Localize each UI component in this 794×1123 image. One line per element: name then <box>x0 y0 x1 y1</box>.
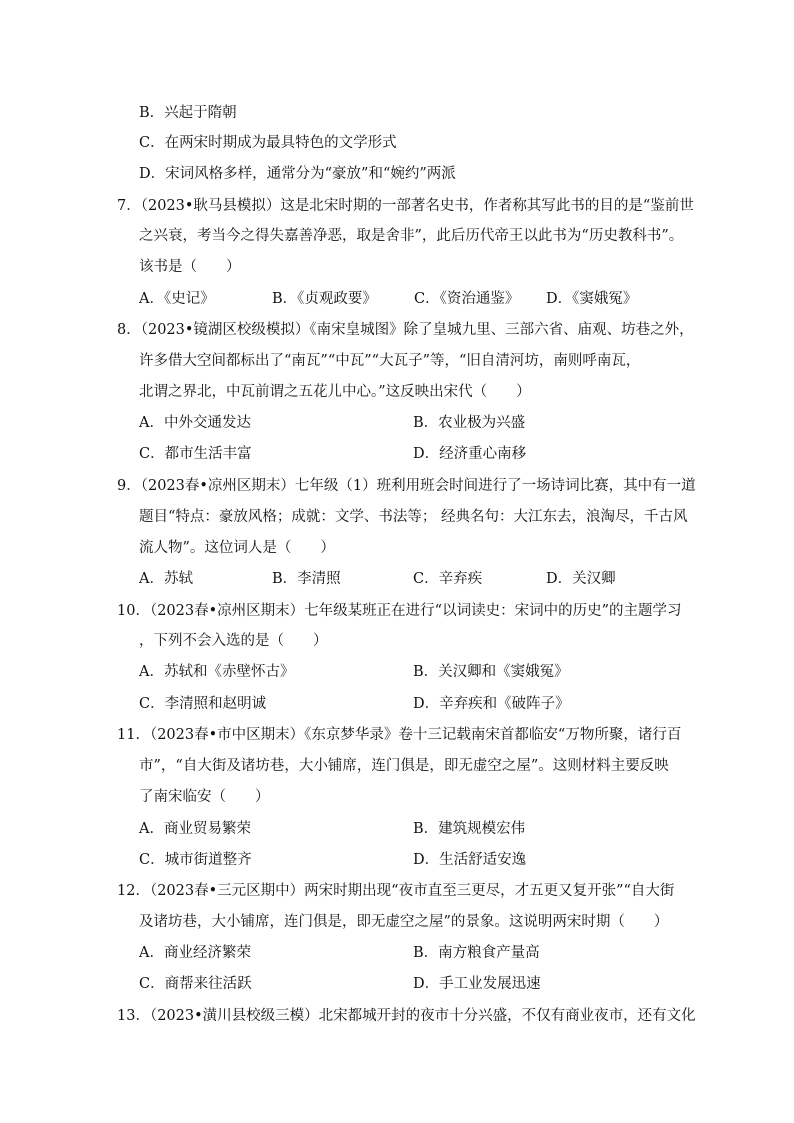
question-7-line-3: 该书是（ ） <box>139 259 241 275</box>
question-7-line-2: 之兴衰，考当今之得失嘉善净恶，取是舍非”，此后历代帝王以此书为“历史教科书”。 <box>139 228 684 244</box>
option-b: B．兴起于隋朝 <box>139 105 237 121</box>
option-b: B．建筑规模宏伟 <box>413 821 526 837</box>
question-9-line-3: 流人物”。这位词人是（ ） <box>139 540 335 556</box>
question-7-line-1: 7．（2023•耿马县模拟）这是北宋时期的一部著名史书，作者称其写此书的目的是“鉴前世 <box>117 198 694 214</box>
option-b: B．关汉卿和《窦娥冤》 <box>413 664 569 680</box>
option-a: A．苏轼 <box>139 571 193 587</box>
option-c: C．都市生活丰富 <box>139 446 252 462</box>
option-a: A．中外交通发达 <box>139 415 251 431</box>
option-d: D．宋词风格多样，通常分为“豪放”和“婉约”两派 <box>139 166 456 182</box>
option-d: D．辛弃疾和《破阵子》 <box>413 696 570 712</box>
option-b: B．李清照 <box>272 571 341 587</box>
question-11-line-1: 11．（2023春•市中区期末）《东京梦华录》卷十三记载南宋首都临安“万物所聚，诸行百 <box>117 727 682 743</box>
option-c: C．城市街道整齐 <box>139 852 252 868</box>
option-d: D．经济重心南移 <box>413 446 527 462</box>
option-d: D．关汉卿 <box>546 571 616 587</box>
option-d: D．手工业发展迅速 <box>413 976 541 992</box>
option-a: A．《史记》 <box>139 291 215 307</box>
question-10-line-2: ，下列不会入选的是（ ） <box>139 633 328 649</box>
option-a: A．苏轼和《赤壁怀古》 <box>139 664 295 680</box>
option-a: A．商业贸易繁荣 <box>139 821 251 837</box>
option-c: C．在两宋时期成为最具特色的文学形式 <box>139 135 397 151</box>
option-d: D．生活舒适安逸 <box>413 852 527 868</box>
option-c: C．《资治通鉴》 <box>414 291 520 307</box>
question-11-line-2: 市”，“自大街及诸坊巷，大小铺席，连门俱是，即无虚空之屋”。这则材料主要反映 <box>139 758 669 774</box>
question-8-line-3: 北谓之界北，中瓦前谓之五花儿中心。”这反映出宋代（ ） <box>139 384 531 400</box>
option-a: A．商业经济繁荣 <box>139 945 251 961</box>
question-9-line-1: 9．（2023春•凉州区期末）七年级（1）班利用班会时间进行了一场诗词比赛，其中有一道 <box>117 478 696 494</box>
question-8-line-2: 许多借大空间都标出了“南瓦”“中瓦”“大瓦子”等，“旧自清河坊，南则呼南瓦， <box>139 353 641 369</box>
question-10-line-1: 10．（2023春•凉州区期末）七年级某班正在进行“以词读史：宋词中的历史”的主题学习 <box>117 603 682 619</box>
option-b: B．《贞观政要》 <box>272 291 377 307</box>
question-12-line-2: 及诸坊巷，大小铺席，连门俱是，即无虚空之屋”的景象。这说明两宋时期（ ） <box>139 914 669 930</box>
question-11-line-3: 了南宋临安（ ） <box>139 789 270 805</box>
question-9-line-2: 题目“特点：豪放风格；成就：文学、书法等； 经典名句：大江东去，浪淘尽，千古风 <box>139 509 688 525</box>
option-c: C．辛弃疾 <box>413 571 483 587</box>
option-c: C．商帮来往活跃 <box>139 976 252 992</box>
question-12-line-1: 12．（2023春•三元区期中）两宋时期出现“夜市直至三更尽，才五更又复开张”“自大街 <box>117 883 675 899</box>
option-b: B．南方粮食产量高 <box>413 945 540 961</box>
option-d: D．《窦娥冤》 <box>546 291 638 307</box>
option-b: B．农业极为兴盛 <box>413 415 526 431</box>
question-13-line-1: 13．（2023•潢川县校级三模）北宋都城开封的夜市十分兴盛，不仅有商业夜市，还有文化 <box>117 1008 696 1024</box>
question-8-line-1: 8．（2023•镜湖区校级模拟）《南宋皇城图》除了皇城九里、三部六省、庙观、坊巷之外， <box>117 322 694 338</box>
option-c: C．李清照和赵明诚 <box>139 696 267 712</box>
